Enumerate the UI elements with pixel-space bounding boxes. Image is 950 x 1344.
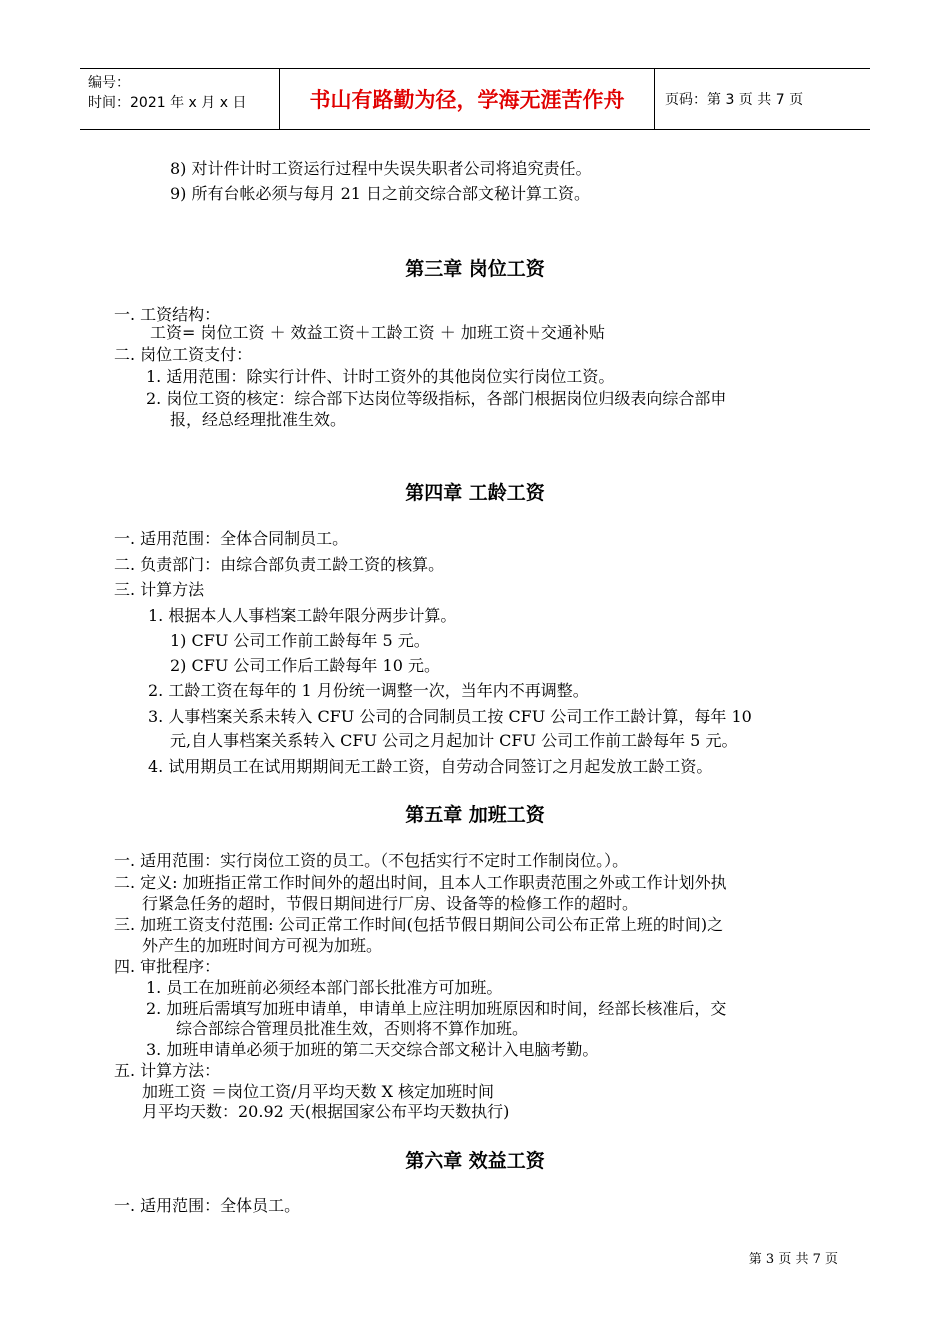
ch5-item-4: 四. 审批程序： <box>114 957 221 976</box>
ch4-item-3-4: 4. 试用期员工在试用期期间无工龄工资，自劳动合同签订之月起发放工龄工资。 <box>148 757 713 776</box>
ch4-item-3-2: 2. 工龄工资在每年的 1 月份统一调整一次，当年内不再调整。 <box>148 681 589 700</box>
ch5-monthly-days: 月平均天数：20.92 天(根据国家公布平均天数执行) <box>142 1102 510 1121</box>
ch5-item-3: 三. 加班工资支付范围: 公司正常工作时间(包括节假日期间公司公布正常上班的时间)之 <box>114 915 724 934</box>
ch3-item-2-1: 1. 适用范围：除实行计件、计时工资外的其他岗位实行岗位工资。 <box>146 367 615 386</box>
ch4-item-3-1-b: 2) CFU 公司工作后工龄每年 10 元。 <box>170 656 440 675</box>
ch5-item-2: 二. 定义: 加班指正常工作时间外的超出时间，且本人工作职责范围之外或工作计划外执 <box>114 873 727 892</box>
ch3-wage-structure: 工资= 岗位工资 ＋ 效益工资＋工龄工资 ＋ 加班工资＋交通补贴 <box>150 323 605 342</box>
ch6-item-1: 一. 适用范围：全体员工。 <box>114 1196 301 1215</box>
page-header <box>80 68 870 130</box>
ch5-item-4-3: 3. 加班申请单必须于加班的第二天交综合部文秘计入电脑考勤。 <box>146 1040 599 1059</box>
ch4-item-3-1-a: 1) CFU 公司工作前工龄每年 5 元。 <box>170 631 430 650</box>
ch4-item-1: 一. 适用范围：全体合同制员工。 <box>114 529 349 548</box>
ch3-item-2-2: 2. 岗位工资的核定：综合部下达岗位等级指标，各部门根据岗位归级表向综合部申 <box>146 389 727 408</box>
ch5-overtime-formula: 加班工资 ＝岗位工资/月平均天数 X 核定加班时间 <box>142 1082 495 1101</box>
chapter-6-title: 第六章 效益工资 <box>405 1150 545 1172</box>
chapter-3-title: 第三章 岗位工资 <box>405 258 545 280</box>
ch5-item-1: 一. 适用范围：实行岗位工资的员工。（不包括实行不定时工作制岗位。）。 <box>114 851 629 870</box>
ch4-item-3-3-cont: 元,自人事档案关系转入 CFU 公司之月起加计 CFU 公司工作前工龄每年 5 元。 <box>170 731 738 750</box>
header-motto: 书山有路勤为径，学海无涯苦作舟 <box>280 69 655 129</box>
ch5-item-5: 五. 计算方法： <box>114 1061 221 1080</box>
clause-8: 8) 对计件计时工资运行过程中失误失职者公司将追究责任。 <box>170 159 592 178</box>
header-time: 时间：2021 年 x 月 x 日 <box>88 95 247 111</box>
ch4-item-2: 二. 负责部门：由综合部负责工龄工资的核算。 <box>114 555 445 574</box>
page-footer: 第 3 页 共 7 页 <box>748 1252 838 1267</box>
ch4-item-3-1: 1. 根据本人人事档案工龄年限分两步计算。 <box>148 606 457 625</box>
chapter-4-title: 第四章 工龄工资 <box>405 482 545 504</box>
ch5-item-4-2-cont: 综合部综合管理员批准生效，否则将不算作加班。 <box>176 1019 529 1038</box>
chapter-5-title: 第五章 加班工资 <box>405 804 545 826</box>
ch3-item-2-2-cont: 报，经总经理批准生效。 <box>170 410 347 429</box>
ch3-item-1: 一. 工资结构： <box>114 305 221 324</box>
header-page-number: 页码：第 3 页 共 7 页 <box>665 92 804 108</box>
ch4-item-3: 三. 计算方法 <box>114 580 205 599</box>
header-meta <box>80 69 280 129</box>
ch5-item-3-cont: 外产生的加班时间方可视为加班。 <box>142 936 383 955</box>
ch5-item-4-1: 1. 员工在加班前必须经本部门部长批准方可加班。 <box>146 978 503 997</box>
ch5-item-2-cont: 行紧急任务的超时，节假日期间进行厂房、设备等的检修工作的超时。 <box>142 894 639 913</box>
header-number: 编号： <box>88 75 130 91</box>
ch5-item-4-2: 2. 加班后需填写加班申请单，申请单上应注明加班原因和时间，经部长核准后，交 <box>146 999 727 1018</box>
ch4-item-3-3: 3. 人事档案关系未转入 CFU 公司的合同制员工按 CFU 公司工作工龄计算，每年 10 <box>148 707 752 726</box>
ch3-item-2: 二. 岗位工资支付： <box>114 345 253 364</box>
clause-9: 9) 所有台帐必须与每月 21 日之前交综合部文秘计算工资。 <box>170 184 591 203</box>
